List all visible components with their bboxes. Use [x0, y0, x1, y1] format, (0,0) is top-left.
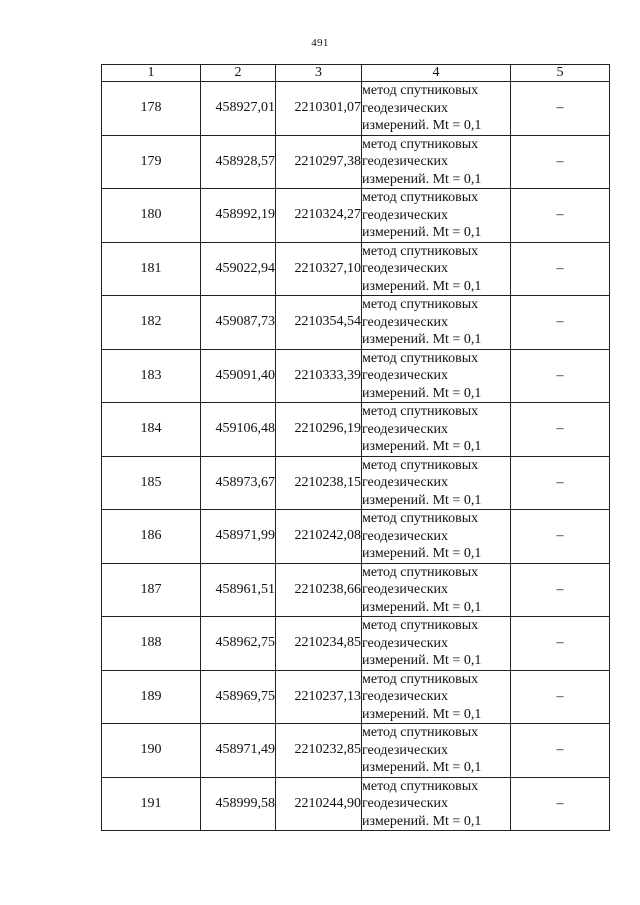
note-cell: –	[511, 617, 610, 671]
table-row	[102, 296, 610, 350]
method-line: геодезических	[362, 582, 449, 597]
note-cell: –	[511, 777, 610, 831]
method-line: геодезических	[362, 100, 449, 116]
x-coordinate-cell: 458927,01	[201, 82, 276, 136]
point-number-cell: 180	[102, 189, 201, 243]
method-cell	[362, 135, 511, 189]
table-row	[102, 777, 610, 831]
note-cell: –	[511, 82, 610, 136]
method-line: измерений. Mt = 0,1	[362, 171, 482, 187]
table-row	[102, 403, 610, 457]
method-line: геодезических	[362, 421, 449, 437]
x-coordinate-cell: 458999,58	[201, 777, 276, 831]
y-coordinate-cell: 2210333,39	[276, 349, 362, 403]
x-coordinate-cell: 458971,49	[201, 724, 276, 778]
method-line: измерений. Mt = 0,1	[362, 492, 482, 508]
coordinates-table	[101, 64, 610, 831]
y-coordinate-cell: 2210242,08	[276, 510, 362, 564]
table-row	[102, 456, 610, 510]
method-cell	[362, 670, 511, 724]
y-coordinate-cell: 2210297,38	[276, 135, 362, 189]
x-coordinate-cell: 458973,67	[201, 456, 276, 510]
method-line: геодезических	[362, 689, 449, 704]
method-cell	[362, 617, 511, 671]
table-row	[102, 510, 610, 564]
point-number-cell: 182	[102, 296, 201, 350]
table-row	[102, 670, 610, 724]
point-number-cell: 185	[102, 456, 201, 510]
method-line: геодезических	[362, 475, 449, 490]
y-coordinate-cell: 2210296,19	[276, 403, 362, 457]
method-line: измерений. Mt = 0,1	[362, 599, 482, 615]
point-number-cell: 181	[102, 242, 201, 296]
method-line: геодезических	[362, 742, 449, 758]
method-line: геодезических	[362, 154, 449, 169]
y-coordinate-cell: 2210234,85	[276, 617, 362, 671]
y-coordinate-cell: 2210237,13	[276, 670, 362, 724]
x-coordinate-cell: 458961,51	[201, 563, 276, 617]
method-cell	[362, 724, 511, 778]
method-cell	[362, 189, 511, 243]
method-line: метод спутниковых	[362, 404, 479, 419]
header-cell-1: 1	[102, 65, 201, 82]
x-coordinate-cell: 458992,19	[201, 189, 276, 243]
note-cell: –	[511, 135, 610, 189]
method-line: измерений. Mt = 0,1	[362, 813, 482, 829]
point-number-cell: 183	[102, 349, 201, 403]
note-cell: –	[511, 456, 610, 510]
header-cell-3: 3	[276, 65, 362, 82]
point-number-cell: 179	[102, 135, 201, 189]
method-line: метод спутниковых	[362, 725, 479, 740]
point-number-cell: 178	[102, 82, 201, 136]
point-number-cell: 184	[102, 403, 201, 457]
point-number-cell: 187	[102, 563, 201, 617]
y-coordinate-cell: 2210327,10	[276, 242, 362, 296]
note-cell: –	[511, 189, 610, 243]
note-cell: –	[511, 242, 610, 296]
y-coordinate-cell: 2210354,54	[276, 296, 362, 350]
method-cell	[362, 777, 511, 831]
table-row	[102, 189, 610, 243]
x-coordinate-cell: 459091,40	[201, 349, 276, 403]
note-cell: –	[511, 563, 610, 617]
method-line: метод спутниковых	[362, 243, 479, 259]
table-row	[102, 724, 610, 778]
table-row	[102, 349, 610, 403]
x-coordinate-cell: 458969,75	[201, 670, 276, 724]
method-line: метод спутниковых	[362, 457, 479, 473]
method-line: метод спутниковых	[362, 564, 479, 580]
method-line: геодезических	[362, 635, 449, 651]
method-line: метод спутниковых	[362, 297, 479, 312]
method-line: метод спутниковых	[362, 618, 479, 633]
header-cell-5: 5	[511, 65, 610, 82]
method-cell	[362, 510, 511, 564]
method-cell	[362, 82, 511, 136]
method-line: метод спутниковых	[362, 136, 479, 152]
point-number-cell: 189	[102, 670, 201, 724]
x-coordinate-cell: 459106,48	[201, 403, 276, 457]
method-cell	[362, 563, 511, 617]
method-line: измерений. Mt = 0,1	[362, 653, 482, 668]
header-cell-2: 2	[201, 65, 276, 82]
note-cell: –	[511, 349, 610, 403]
method-line: геодезических	[362, 261, 449, 276]
table-body	[102, 82, 610, 831]
y-coordinate-cell: 2210238,15	[276, 456, 362, 510]
method-line: измерений. Mt = 0,1	[362, 278, 482, 294]
y-coordinate-cell: 2210238,66	[276, 563, 362, 617]
method-line: геодезических	[362, 796, 449, 811]
x-coordinate-cell: 458971,99	[201, 510, 276, 564]
point-number-cell: 188	[102, 617, 201, 671]
method-line: измерений. Mt = 0,1	[362, 332, 482, 347]
page-number: 491	[311, 37, 329, 49]
table-row	[102, 242, 610, 296]
x-coordinate-cell: 458962,75	[201, 617, 276, 671]
y-coordinate-cell: 2210324,27	[276, 189, 362, 243]
y-coordinate-cell: 2210244,90	[276, 777, 362, 831]
method-cell	[362, 403, 511, 457]
method-line: геодезических	[362, 314, 449, 330]
point-number-cell: 191	[102, 777, 201, 831]
x-coordinate-cell: 459087,73	[201, 296, 276, 350]
method-line: метод спутниковых	[362, 350, 479, 366]
method-line: метод спутниковых	[362, 190, 479, 205]
method-line: измерений. Mt = 0,1	[362, 118, 482, 133]
note-cell: –	[511, 724, 610, 778]
method-line: измерений. Mt = 0,1	[362, 706, 482, 722]
method-cell	[362, 296, 511, 350]
x-coordinate-cell: 458928,57	[201, 135, 276, 189]
method-line: измерений. Mt = 0,1	[362, 546, 482, 561]
method-cell	[362, 349, 511, 403]
y-coordinate-cell: 2210232,85	[276, 724, 362, 778]
method-line: метод спутниковых	[362, 511, 479, 526]
method-line: геодезических	[362, 368, 449, 383]
method-line: метод спутниковых	[362, 671, 479, 687]
header-row	[102, 65, 610, 82]
y-coordinate-cell: 2210301,07	[276, 82, 362, 136]
method-line: измерений. Mt = 0,1	[362, 760, 482, 775]
method-line: метод спутниковых	[362, 83, 479, 98]
method-line: измерений. Mt = 0,1	[362, 385, 482, 401]
method-line: геодезических	[362, 207, 449, 223]
table-row	[102, 563, 610, 617]
table-row	[102, 617, 610, 671]
point-number-cell: 190	[102, 724, 201, 778]
method-line: измерений. Mt = 0,1	[362, 225, 482, 240]
note-cell: –	[511, 296, 610, 350]
method-line: метод спутниковых	[362, 778, 479, 794]
note-cell: –	[511, 403, 610, 457]
point-number-cell: 186	[102, 510, 201, 564]
method-cell	[362, 242, 511, 296]
method-cell	[362, 456, 511, 510]
x-coordinate-cell: 459022,94	[201, 242, 276, 296]
note-cell: –	[511, 670, 610, 724]
table-row	[102, 135, 610, 189]
method-line: геодезических	[362, 528, 449, 544]
method-line: измерений. Mt = 0,1	[362, 439, 482, 454]
note-cell: –	[511, 510, 610, 564]
header-cell-4: 4	[362, 65, 511, 82]
table-row	[102, 82, 610, 136]
